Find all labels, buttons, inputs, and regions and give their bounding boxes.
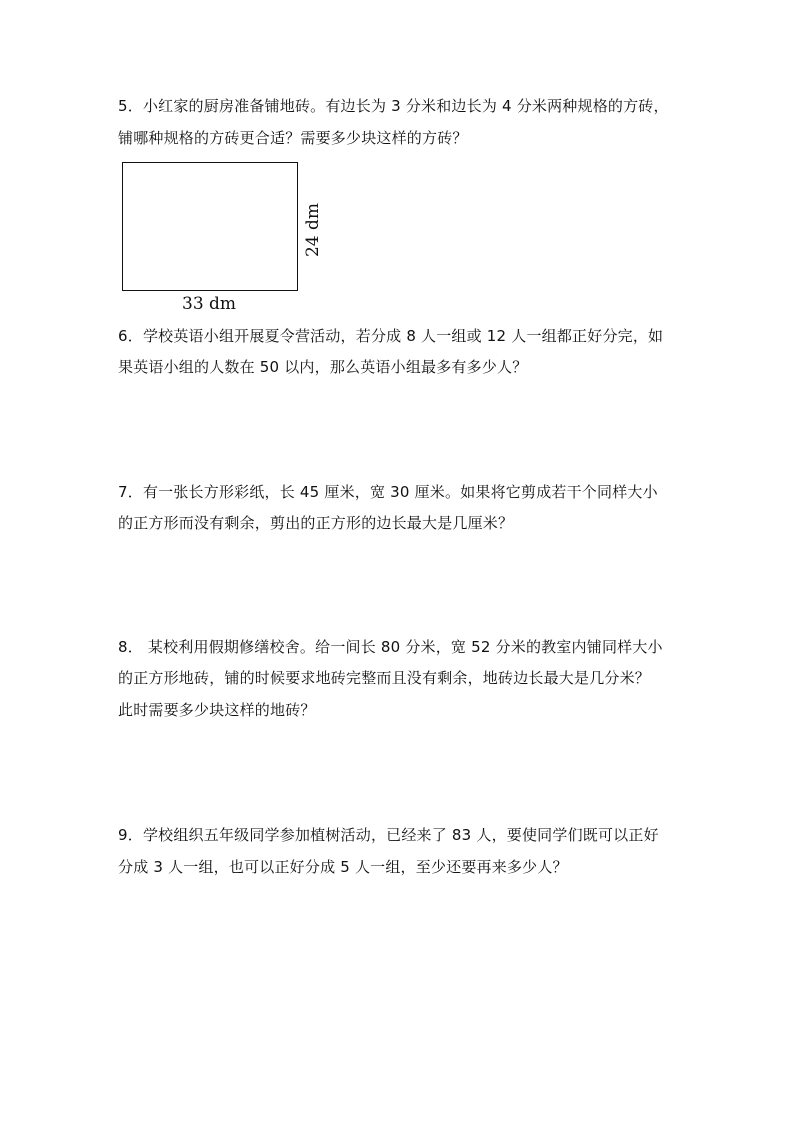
question-8-line-1: 8． 某校利用假期修缮校舍。给一间长 80 分米，宽 52 分米的教室内铺同样大小 xyxy=(118,638,663,656)
height-dimension-label: 24 dm xyxy=(303,202,323,258)
question-8-line-3: 此时需要多少块这样的地砖？ xyxy=(118,701,316,719)
width-dimension-label: 33 dm xyxy=(182,294,237,314)
question-9-line-1: 9．学校组织五年级同学参加植树活动，已经来了 83 人，要使同学们既可以正好 xyxy=(118,826,659,844)
question-6-line-1: 6．学校英语小组开展夏令营活动，若分成 8 人一组或 12 人一组都正好分完，如 xyxy=(118,327,664,345)
question-7-line-1: 7．有一张长方形彩纸，长 45 厘米，宽 30 厘米。如果将它剪成若干个同样大小 xyxy=(118,483,658,501)
question-9-line-2: 分成 3 人一组，也可以正好分成 5 人一组，至少还要再来多少人？ xyxy=(118,858,568,876)
question-5-line-1: 5．小红家的厨房准备铺地砖。有边长为 3 分米和边长为 4 分米两种规格的方砖， xyxy=(118,97,669,115)
kitchen-rectangle xyxy=(122,162,298,291)
height-dimension-wrapper xyxy=(302,200,324,260)
question-8-line-2: 的正方形地砖，铺的时候要求地砖完整而且没有剩余，地砖边长最大是几分米？ xyxy=(118,669,651,687)
question-7-line-2: 的正方形而没有剩余，剪出的正方形的边长最大是几厘米？ xyxy=(118,514,514,532)
kitchen-floor-diagram xyxy=(120,160,330,320)
question-5-line-2: 铺哪种规格的方砖更合适？需要多少块这样的方砖？ xyxy=(118,129,468,147)
question-6-line-2: 果英语小组的人数在 50 以内，那么英语小组最多有多少人？ xyxy=(118,358,528,376)
